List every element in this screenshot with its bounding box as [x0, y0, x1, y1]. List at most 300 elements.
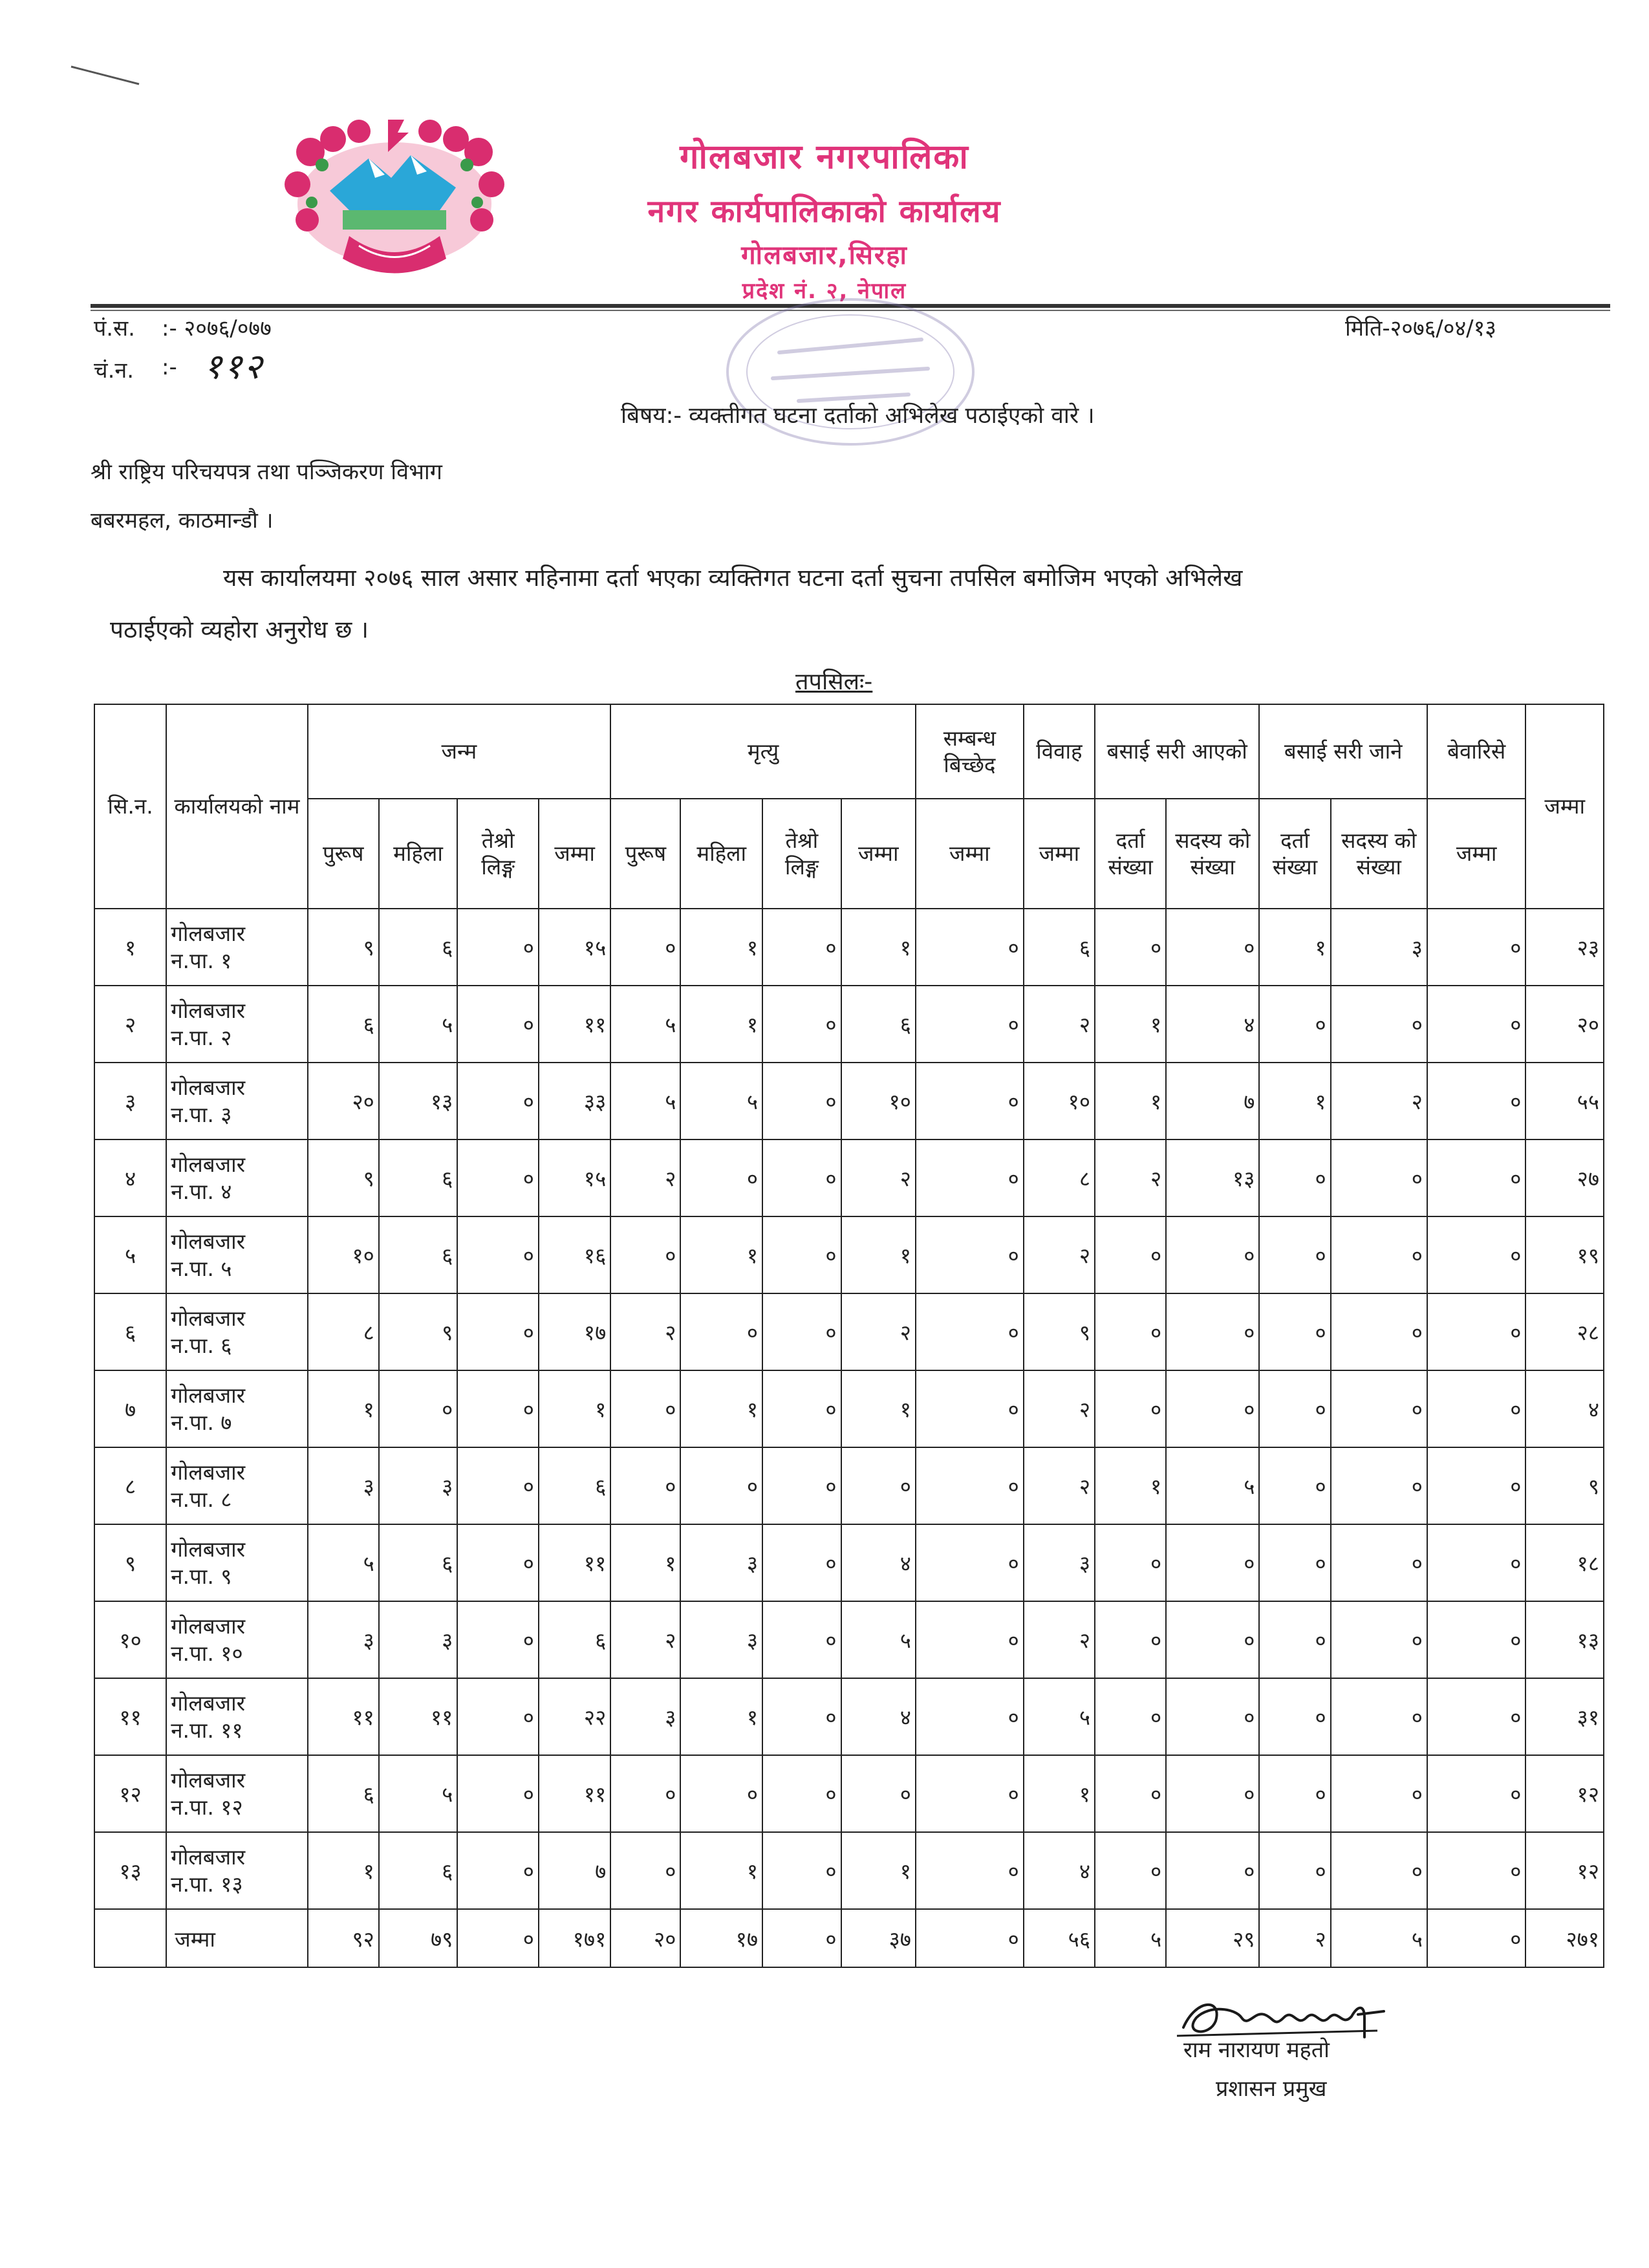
table-cell: ५ [379, 1755, 458, 1832]
table-cell: ० [916, 1832, 1024, 1909]
row-sn: ७ [94, 1370, 166, 1447]
table-cell: २ [1095, 1139, 1166, 1216]
table-cell: ० [457, 909, 539, 986]
total-cell: ० [916, 1909, 1024, 1967]
table-cell: ० [1095, 1601, 1166, 1678]
total-cell: १७१ [539, 1909, 610, 1967]
office-name-line-1: गोलबजार [171, 1075, 246, 1101]
total-cell: ५ [1095, 1909, 1166, 1967]
table-cell: ० [457, 1293, 539, 1370]
table-cell: ३१ [1525, 1678, 1604, 1755]
table-cell: ११ [539, 1524, 610, 1601]
table-cell: ० [762, 986, 841, 1063]
table-cell: २ [1024, 1370, 1095, 1447]
table-cell: ० [1259, 1447, 1330, 1524]
table-cell: ० [1166, 1524, 1259, 1601]
office-name-line-1: गोलबजार [171, 1690, 246, 1716]
table-cell: १० [308, 1216, 379, 1293]
table-cell: ० [1166, 1832, 1259, 1909]
table-cell: ३ [308, 1601, 379, 1678]
table-cell: ० [1427, 1755, 1525, 1832]
table-cell: ३ [379, 1601, 458, 1678]
table-cell: ० [457, 1678, 539, 1755]
row-sn: ६ [94, 1293, 166, 1370]
table-cell: २ [1024, 1601, 1095, 1678]
office-location: गोलबजार,सिरहा [741, 241, 908, 270]
header-divorce: सम्बन्ध बिच्छेद [916, 704, 1024, 799]
office-name-line-2: न.पा. ६ [171, 1332, 232, 1358]
table-row [94, 1601, 1604, 1678]
subheader-birth-male: पुरूष [308, 799, 379, 909]
header-birth: जन्म [308, 704, 611, 799]
row-sn: १२ [94, 1755, 166, 1832]
table-cell: २३ [1525, 909, 1604, 986]
table-cell: १५ [539, 909, 610, 986]
table-cell: २ [841, 1139, 916, 1216]
table-cell: ० [457, 1216, 539, 1293]
header-migration-in: बसाई सरी आएको [1095, 704, 1259, 799]
table-cell: ० [1331, 1447, 1427, 1524]
table-cell: २० [1525, 986, 1604, 1063]
table-cell: ० [610, 1216, 680, 1293]
row-office-name [166, 1216, 307, 1293]
table-cell: १ [841, 909, 916, 986]
office-name-line-1: गोलबजार [171, 1844, 246, 1870]
row-sn: ८ [94, 1447, 166, 1524]
body-line-1: यस कार्यालयमा २०७६ साल असार महिनामा दर्ता भएका व्यक्तिगत घटना दर्ता सुचना तपसिल बमोजिम भएको अभिलेख [223, 564, 1243, 592]
table-cell: ० [1331, 1216, 1427, 1293]
table-cell: ० [1331, 1370, 1427, 1447]
total-cell: २९ [1166, 1909, 1259, 1967]
table-cell: ९ [308, 1139, 379, 1216]
table-cell: ११ [308, 1678, 379, 1755]
row-sn: ११ [94, 1678, 166, 1755]
table-cell: ० [916, 1524, 1024, 1601]
row-sn: ४ [94, 1139, 166, 1216]
table-cell: २ [610, 1139, 680, 1216]
table-cell: ० [1331, 1139, 1427, 1216]
table-cell: ९ [1525, 1447, 1604, 1524]
table-cell: १ [1095, 986, 1166, 1063]
table-cell: ० [680, 1139, 762, 1216]
table-cell: १ [1095, 1447, 1166, 1524]
total-sn-cell [94, 1909, 166, 1967]
table-cell: ० [1259, 1601, 1330, 1678]
table-cell: ० [1427, 1370, 1525, 1447]
table-cell: १ [841, 1370, 916, 1447]
office-name-line-2: न.पा. ९ [171, 1563, 232, 1589]
table-cell: ० [1331, 1601, 1427, 1678]
table-cell: १ [841, 1216, 916, 1293]
table-cell: ४ [1166, 986, 1259, 1063]
table-cell: ११ [539, 986, 610, 1063]
table-row [94, 1524, 1604, 1601]
table-cell: ६ [841, 986, 916, 1063]
table-cell: ० [1427, 1293, 1525, 1370]
table-cell: १ [1095, 1063, 1166, 1139]
table-cell: २ [610, 1293, 680, 1370]
row-office-name [166, 909, 307, 986]
table-cell: ६ [539, 1601, 610, 1678]
table-cell: ० [1166, 1678, 1259, 1755]
table-cell: ० [680, 1755, 762, 1832]
table-cell: ० [762, 1293, 841, 1370]
office-name-line-1: गोलबजार [171, 1306, 246, 1332]
table-cell: ० [1427, 1139, 1525, 1216]
row-office-name [166, 1139, 307, 1216]
table-cell: ० [610, 1370, 680, 1447]
table-cell: १० [1024, 1063, 1095, 1139]
office-name-line-2: न.पा. १३ [171, 1871, 243, 1897]
table-cell: ११ [379, 1678, 458, 1755]
table-cell: १७ [539, 1293, 610, 1370]
table-cell: ९ [379, 1293, 458, 1370]
table-cell: ० [762, 1601, 841, 1678]
table-cell: ६ [308, 986, 379, 1063]
subheader-out-registrations: दर्ता संख्या [1259, 799, 1330, 909]
cn-prefix: :- [162, 354, 177, 380]
table-cell: २ [841, 1293, 916, 1370]
table-cell: ० [1331, 1678, 1427, 1755]
office-name-line-1: गोलबजार [171, 1537, 246, 1562]
table-cell: ० [916, 1755, 1024, 1832]
office-name-line-2: न.पा. ४ [171, 1178, 232, 1204]
table-cell: ० [916, 1678, 1024, 1755]
table-cell: ० [1166, 909, 1259, 986]
office-name-line-2: न.पा. ८ [171, 1486, 232, 1512]
table-cell: ० [1095, 1216, 1166, 1293]
table-cell: १ [539, 1370, 610, 1447]
table-cell: १ [1259, 909, 1330, 986]
table-row [94, 1755, 1604, 1832]
table-cell: ४ [841, 1678, 916, 1755]
office-name-line-1: गोलबजार [171, 1767, 246, 1793]
header-sn: सि.न. [94, 704, 166, 909]
office-name-line-2: न.पा. ५ [171, 1255, 232, 1281]
office-name-line-2: न.पा. १२ [171, 1794, 243, 1820]
table-cell: ० [1166, 1370, 1259, 1447]
details-heading: तपसिलः- [795, 669, 873, 695]
table-cell: १ [308, 1370, 379, 1447]
table-cell: ३३ [539, 1063, 610, 1139]
subheader-death-female: महिला [680, 799, 762, 909]
table-cell: ० [916, 1447, 1024, 1524]
table-cell: ० [762, 1678, 841, 1755]
table-cell: ११ [539, 1755, 610, 1832]
table-cell: ७ [539, 1832, 610, 1909]
table-cell: ० [680, 1293, 762, 1370]
table-cell: ० [1427, 1678, 1525, 1755]
table-cell: ० [841, 1755, 916, 1832]
table-cell: ० [916, 1216, 1024, 1293]
table-cell: १ [1259, 1063, 1330, 1139]
table-cell: ० [916, 1293, 1024, 1370]
total-cell: ५६ [1024, 1909, 1095, 1967]
table-cell: ० [1331, 1832, 1427, 1909]
table-cell: ० [457, 1755, 539, 1832]
municipality-name: गोलबजार नगरपालिका [680, 138, 969, 177]
table-row [94, 1447, 1604, 1524]
table-cell: ० [1331, 1524, 1427, 1601]
row-office-name [166, 1832, 307, 1909]
row-sn: १३ [94, 1832, 166, 1909]
subheader-in-members: सदस्य को संख्या [1166, 799, 1259, 909]
table-cell: ० [762, 1447, 841, 1524]
table-cell: ० [1259, 1293, 1330, 1370]
table-cell: ० [841, 1447, 916, 1524]
table-cell: ० [1166, 1755, 1259, 1832]
table-cell: ० [1427, 909, 1525, 986]
table-cell: ० [1166, 1293, 1259, 1370]
table-cell: १२ [1525, 1755, 1604, 1832]
table-cell: ० [1259, 1216, 1330, 1293]
row-sn: ३ [94, 1063, 166, 1139]
table-cell: ० [762, 909, 841, 986]
subheader-out-members: सदस्य को संख्या [1331, 799, 1427, 909]
table-cell: १६ [539, 1216, 610, 1293]
row-office-name [166, 1755, 307, 1832]
header-unclaimed: बेवारिसे [1427, 704, 1525, 799]
cn-label: चं.न. [94, 358, 135, 383]
subheader-death-total: जम्मा [841, 799, 916, 909]
row-office-name [166, 1524, 307, 1601]
table-cell: २ [1024, 1447, 1095, 1524]
table-cell: ० [1427, 1447, 1525, 1524]
table-cell: १८ [1525, 1524, 1604, 1601]
total-cell: २० [610, 1909, 680, 1967]
subheader-unclaimed-total: जम्मा [1427, 799, 1525, 909]
row-office-name [166, 1063, 307, 1139]
table-cell: १० [841, 1063, 916, 1139]
total-cell: ५ [1331, 1909, 1427, 1967]
table-cell: ० [610, 909, 680, 986]
table-cell: ३ [308, 1447, 379, 1524]
table-row [94, 909, 1604, 986]
table-row [94, 1139, 1604, 1216]
header-office-name: कार्यालयको नाम [166, 704, 307, 909]
table-cell: ० [762, 1755, 841, 1832]
table-cell: ५ [610, 1063, 680, 1139]
table-cell: ५ [680, 1063, 762, 1139]
table-cell: १३ [1166, 1139, 1259, 1216]
total-cell: ० [762, 1909, 841, 1967]
table-row [94, 1370, 1604, 1447]
table-cell: ५ [308, 1524, 379, 1601]
table-cell: ० [1095, 1755, 1166, 1832]
vital-events-table [94, 704, 1604, 1968]
row-office-name [166, 1293, 307, 1370]
office-name-line-1: गोलबजार [171, 921, 246, 947]
header-migration-out: बसाई सरी जाने [1259, 704, 1427, 799]
table-cell: ३ [379, 1447, 458, 1524]
ps-label: पं.स. [94, 316, 135, 341]
row-sn: २ [94, 986, 166, 1063]
table-cell: ३ [680, 1524, 762, 1601]
table-cell: ० [1259, 1370, 1330, 1447]
table-cell: ९ [1024, 1293, 1095, 1370]
subheader-divorce-total: जम्मा [916, 799, 1024, 909]
table-cell: ० [457, 986, 539, 1063]
header-grand-total: जम्मा [1525, 704, 1604, 909]
table-cell: १ [680, 909, 762, 986]
row-sn: १ [94, 909, 166, 986]
table-cell: ० [916, 986, 1024, 1063]
table-cell: ० [1427, 1601, 1525, 1678]
table-row [94, 986, 1604, 1063]
table-cell: ६ [539, 1447, 610, 1524]
table-cell: ० [457, 1139, 539, 1216]
table-cell: ० [762, 1139, 841, 1216]
table-cell: ० [1259, 1524, 1330, 1601]
total-cell: ० [1427, 1909, 1525, 1967]
table-cell: ० [610, 1755, 680, 1832]
subheader-birth-female: महिला [379, 799, 458, 909]
subheader-marriage-total: जम्मा [1024, 799, 1095, 909]
table-row [94, 1678, 1604, 1755]
table-cell: २२ [539, 1678, 610, 1755]
table-cell: ० [762, 1370, 841, 1447]
table-cell: ० [1331, 1293, 1427, 1370]
table-cell: ० [457, 1063, 539, 1139]
table-cell: ६ [379, 909, 458, 986]
signatory-name: राम नारायण महतो [1183, 2037, 1330, 2063]
table-cell: ४ [1024, 1832, 1095, 1909]
letter-subject: बिषय:- व्यक्तीगत घटना दर्ताको अभिलेख पठाईएको वारे । [621, 403, 1095, 429]
table-cell: २८ [1525, 1293, 1604, 1370]
table-cell: ० [457, 1447, 539, 1524]
table-cell: ० [916, 1139, 1024, 1216]
table-cell: ० [916, 1370, 1024, 1447]
office-name-line-1: गोलबजार [171, 1614, 246, 1639]
table-cell: ६ [1024, 909, 1095, 986]
total-cell: ९२ [308, 1909, 379, 1967]
subheader-death-male: पुरूष [610, 799, 680, 909]
table-cell: ० [1259, 1139, 1330, 1216]
office-name-line-2: न.पा. ७ [171, 1409, 232, 1435]
table-cell: ३ [1024, 1524, 1095, 1601]
table-cell: ० [457, 1601, 539, 1678]
table-cell: ३ [1331, 909, 1427, 986]
table-row [94, 1293, 1604, 1370]
total-cell: ७९ [379, 1909, 458, 1967]
table-cell: ८ [1024, 1139, 1095, 1216]
table-cell: ० [379, 1370, 458, 1447]
office-name: नगर कार्यपालिकाको कार्यालय [647, 193, 1002, 230]
table-cell: ४ [841, 1524, 916, 1601]
body-line-2: पठाईएको व्यहोरा अनुरोध छ । [110, 616, 369, 643]
total-cell: १७ [680, 1909, 762, 1967]
table-cell: ६ [379, 1216, 458, 1293]
row-office-name [166, 1447, 307, 1524]
table-cell: ० [680, 1447, 762, 1524]
office-name-line-1: गोलबजार [171, 1152, 246, 1178]
table-cell: १ [680, 1678, 762, 1755]
office-name-line-1: गोलबजार [171, 1460, 246, 1485]
table-cell: ६ [379, 1832, 458, 1909]
table-cell: १९ [1525, 1216, 1604, 1293]
table-cell: २ [1024, 986, 1095, 1063]
letter-date: मिति-२०७६/०४/१३ [1345, 316, 1496, 341]
cn-value-handwritten: ११२ [204, 346, 264, 387]
table-cell: १२ [1525, 1832, 1604, 1909]
table-cell: २ [610, 1601, 680, 1678]
province-country: प्रदेश नं. २, नेपाल [742, 278, 907, 304]
table-total-row [94, 1909, 1604, 1967]
office-name-line-2: न.पा. ३ [171, 1101, 232, 1127]
table-cell: २ [1024, 1216, 1095, 1293]
table-body [94, 909, 1604, 1909]
table-cell: ० [1427, 1524, 1525, 1601]
table-cell: २ [1331, 1063, 1427, 1139]
table-cell: ० [457, 1370, 539, 1447]
table-row [94, 1063, 1604, 1139]
table-cell: ० [762, 1832, 841, 1909]
row-office-name [166, 1370, 307, 1447]
header-marriage: विवाह [1024, 704, 1095, 799]
table-cell: ३ [610, 1678, 680, 1755]
row-office-name [166, 986, 307, 1063]
table-cell: ० [610, 1832, 680, 1909]
table-cell: ० [1427, 986, 1525, 1063]
row-office-name [166, 1678, 307, 1755]
row-sn: ९ [94, 1524, 166, 1601]
table-cell: १ [1024, 1755, 1095, 1832]
table-cell: ६ [308, 1755, 379, 1832]
table-cell: ० [1095, 1524, 1166, 1601]
table-cell: ० [916, 1063, 1024, 1139]
table-row [94, 1832, 1604, 1909]
table-cell: ८ [308, 1293, 379, 1370]
office-name-line-2: न.पा. ११ [171, 1717, 243, 1743]
table-cell: १ [680, 1832, 762, 1909]
total-cell: २ [1259, 1909, 1330, 1967]
table-cell: १५ [539, 1139, 610, 1216]
table-cell: ५ [1166, 1447, 1259, 1524]
office-name-line-1: गोलबजार [171, 1383, 246, 1409]
total-cell: ३७ [841, 1909, 916, 1967]
table-cell: ३ [680, 1601, 762, 1678]
table-cell: ५ [1024, 1678, 1095, 1755]
table-cell: ० [457, 1832, 539, 1909]
table-cell: ० [1095, 1370, 1166, 1447]
total-cell: ० [457, 1909, 539, 1967]
subheader-death-third-gender: तेश्रो लिङ्ग [762, 799, 841, 909]
total-label: जम्मा [166, 1909, 307, 1967]
table-cell: १ [680, 986, 762, 1063]
table-cell: १३ [1525, 1601, 1604, 1678]
table-cell: ० [762, 1216, 841, 1293]
table-cell: ० [762, 1524, 841, 1601]
table-cell: ० [1095, 1293, 1166, 1370]
table-cell: ० [457, 1524, 539, 1601]
table-cell: ० [610, 1447, 680, 1524]
table-cell: ० [916, 1601, 1024, 1678]
table-cell: १ [841, 1832, 916, 1909]
total-cell: २७१ [1525, 1909, 1604, 1967]
table-cell: ५५ [1525, 1063, 1604, 1139]
signatory-title: प्रशासन प्रमुख [1216, 2076, 1327, 2102]
subheader-birth-total: जम्मा [539, 799, 610, 909]
table-cell: २० [308, 1063, 379, 1139]
subheader-in-registrations: दर्ता संख्या [1095, 799, 1166, 909]
office-name-line-1: गोलबजार [171, 1229, 246, 1255]
recipient-line-2: बबरमहल, काठमान्डौ । [91, 508, 274, 534]
recipient-line-1: श्री राष्ट्रिय परिचयपत्र तथा पञ्जिकरण विभाग [91, 459, 442, 485]
table-cell: १ [308, 1832, 379, 1909]
table-cell: ९ [308, 909, 379, 986]
table-cell: ० [762, 1063, 841, 1139]
table-cell: ० [1166, 1601, 1259, 1678]
